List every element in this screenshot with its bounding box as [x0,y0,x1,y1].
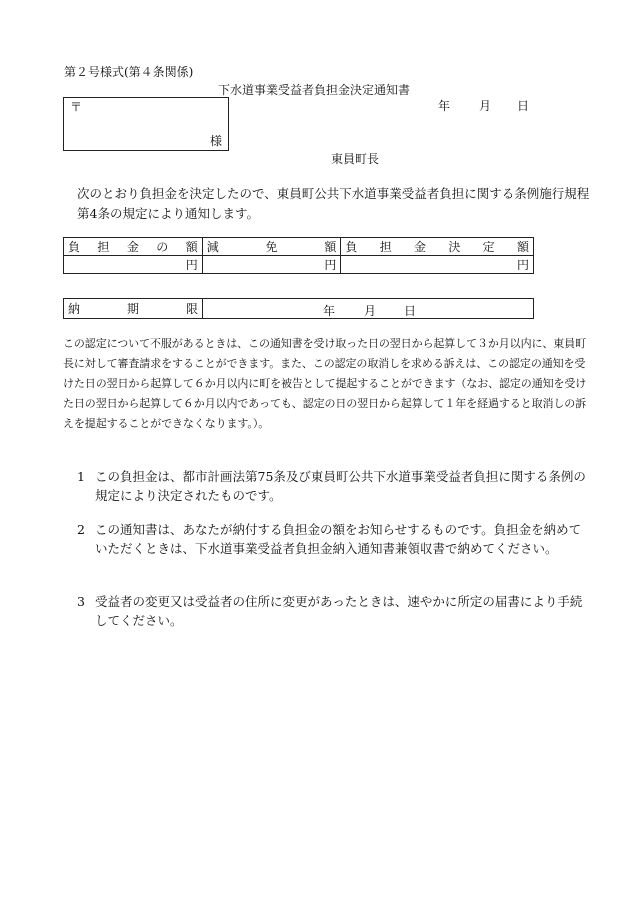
date-year-label: 年 [438,99,451,113]
note-number: 3 [77,594,85,609]
deadline-year-label: 年 [323,304,336,318]
note-item-3 [77,592,589,630]
deadline-day-label: 日 [404,304,417,318]
amount-table-header [64,238,534,256]
note-number: 2 [77,522,85,537]
date-month-label: 月 [479,99,492,113]
note-number: 1 [77,469,85,484]
issuer-name: 東員町長 [331,152,380,166]
note-text: 受益者の変更又は受益者の住所に変更があったときは、速やかに所定の届書により手続してください。 [95,594,583,628]
form-number: 第２号様式(第４条関係) [64,65,194,79]
reduction-amount-cell: 円 [202,256,341,274]
deadline-label: 納 期 限 [64,299,203,319]
deadline-table [63,298,534,319]
intro-text: 次のとおり負担金を決定したので、東員町公共下水道事業受益者負担に関する条例施行規程第4条の規定により通知します。 [77,186,590,221]
note-text: この負担金は、都市計画法第75条及び東員町公共下水道事業受益者負担に関する条例の規定により決定されたものです。 [95,469,586,503]
deadline-row [64,299,534,319]
address-box [63,97,229,151]
deadline-month-label: 月 [364,304,377,318]
note-text: この通知書は、あなたが納付する負担金の額をお知らせするものです。負担金を納めていただくときは、下水道事業受益者負担金納入通知書兼領収書で納めてください。 [95,522,582,556]
appeal-notice: この認定について不服があるときは、この通知書を受け取った日の翌日から起算して３か月以内に、東員町長に対して審査請求をすることができます。また、この認定の取消しを求める訴えは、この認定の通知を受けた日の翌日から起算して６か月以内に町を被告として提起することができます（なお、認定の通知を受けた日の翌日から起算して６か月以内であっても、認定の日の翌日から起算して１年を経過すると取消しの訴えを提起することができなくなります。）。 [63,337,587,430]
header-burden-amount: 負 担 金 の 額 [64,238,203,256]
date-day-label: 日 [517,99,530,113]
honorific-label: 様 [209,134,222,148]
determined-amount-cell: 円 [341,256,534,274]
burden-amount-cell: 円 [64,256,203,274]
note-item-1 [77,467,589,505]
postal-mark: 〒 [70,100,83,114]
header-reduction-amount: 減 免 額 [202,238,341,256]
deadline-date-cell [203,299,534,319]
header-determined-amount: 負 担 金 決 定 額 [341,238,534,256]
amount-table-values [64,256,534,274]
amount-table [63,237,534,274]
note-item-2 [77,520,589,558]
document-title: 下水道事業受益者負担金決定通知書 [218,83,411,97]
